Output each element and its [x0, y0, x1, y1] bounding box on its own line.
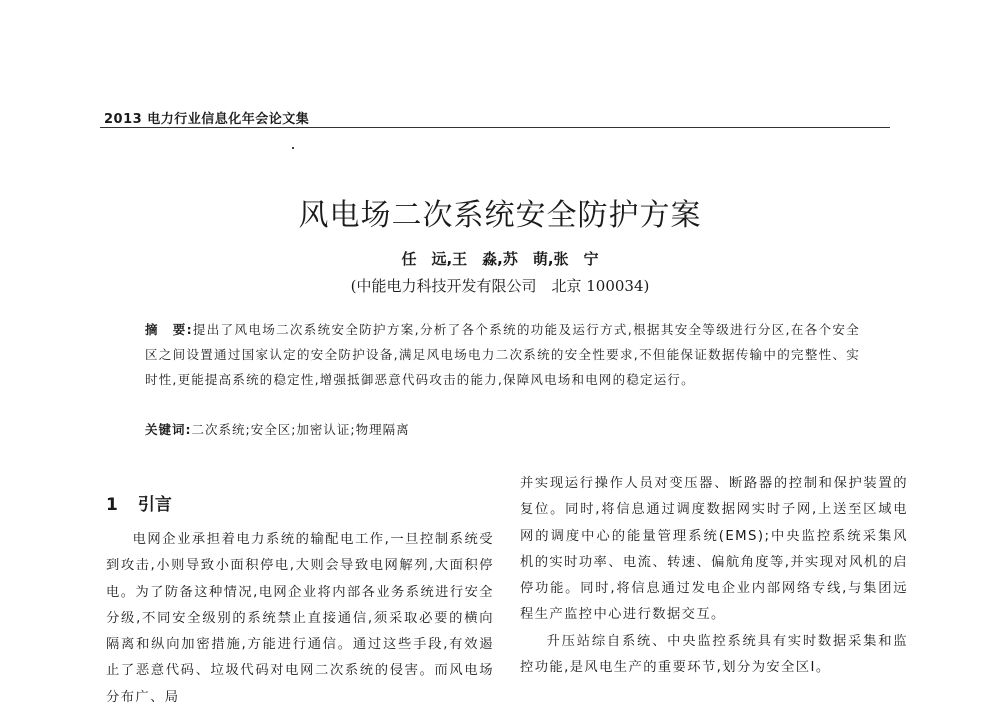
authors: 任 远,王 淼,苏 萌,张 宁 — [401, 250, 599, 268]
paragraph: 升压站综自系统、中央监控系统具有实时数据采集和监控功能,是风电生产的重要环节,划分为安全区Ⅰ。 — [520, 633, 908, 676]
affiliation: (中能电力科技开发有限公司 北京 100034) — [350, 277, 650, 295]
paper-title: 风电场二次系统安全防护方案 — [298, 198, 702, 233]
keywords-label: 关键词: — [145, 422, 192, 437]
left-column — [106, 527, 494, 711]
header-rule — [100, 127, 890, 128]
abstract-text: 提出了风电场二次系统安全防护方案,分析了各个系统的功能及运行方式,根据其安全等级进行分区,在各个安全区之间设置通过国家认定的安全防护设备,满足风电场电力二次系统的安全性要求,不但能保证数据传输中的完整性、实时性,更能提高系统的稳定性,增强抵御恶意代码攻击的能力,保障风电场和电网的稳定运行。 — [145, 322, 860, 387]
section-heading — [106, 490, 172, 515]
running-head: 2013 电力行业信息化年会论文集 — [104, 112, 310, 127]
paragraph: 并实现运行操作人员对变压器、断路器的控制和保护装置的复位。同时,将信息通过调度数据网实时子网,上送至区域电网的调度中心的能量管理系统(EMS);中央监控系统采集风机的实时功率、电流、转速、偏航角度等,并实现对风机的启停功能。同时,将信息通过发电企业内部网络专线,与集团远程生产监控中心进行数据交互。 — [520, 476, 908, 623]
scan-artifact — [292, 147, 294, 149]
section-number: 1 — [106, 495, 118, 515]
paragraph: 电网企业承担着电力系统的输配电工作,一旦控制系统受到攻击,小则导致小面积停电,大则会导致电网解列,大面积停电。为了防备这种情况,电网企业将内部各业务系统进行安全分级,不同安全级别的系统禁止直接通信,须采取必要的横向隔离和纵向加密措施,方能进行通信。通过这些手段,有效遏止了恶意代码、垃圾代码对电网二次系统的侵害。而风电场分布广、局 — [106, 532, 494, 705]
abstract-label: 摘 要: — [145, 322, 193, 337]
keywords-text: 二次系统;安全区;加密认证;物理隔离 — [191, 422, 410, 437]
section-title: 引言 — [137, 495, 172, 515]
abstract — [145, 317, 860, 392]
right-column — [520, 471, 908, 681]
keywords — [145, 420, 410, 438]
